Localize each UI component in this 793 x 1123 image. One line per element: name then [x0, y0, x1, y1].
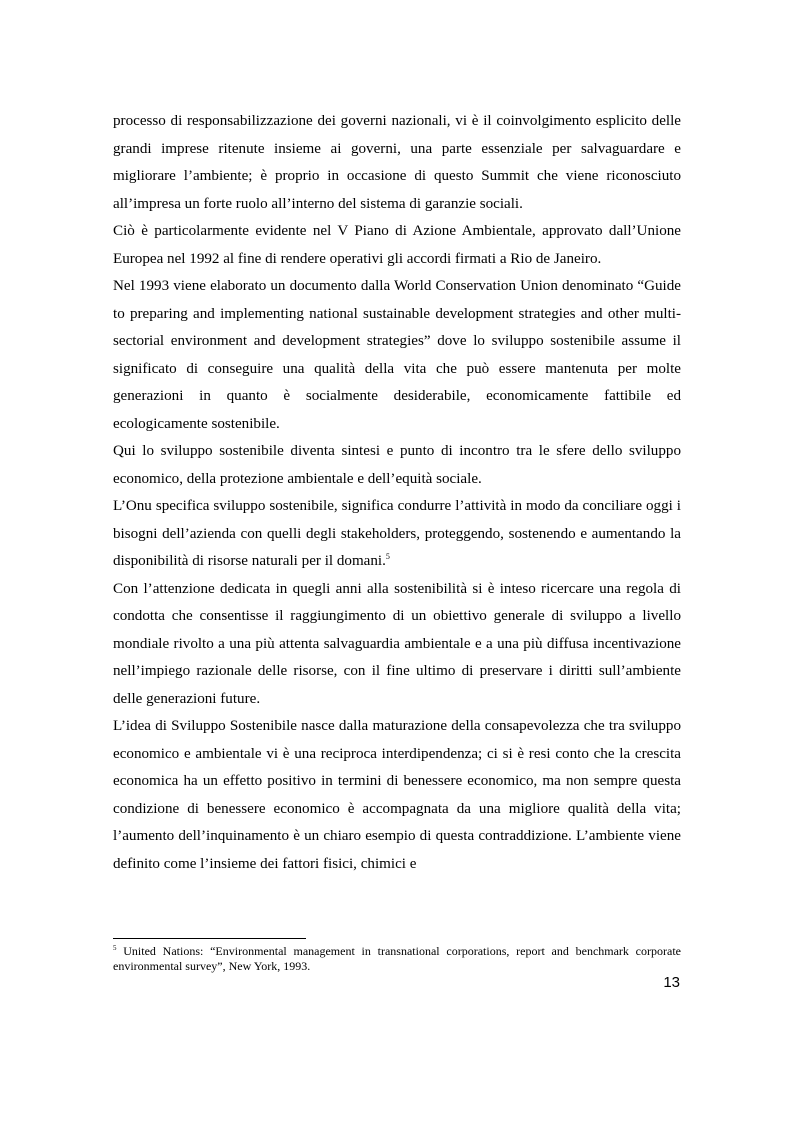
paragraph-1: processo di responsabilizzazione dei governi nazionali, vi è il coinvolgimento esplicito delle grandi imprese ritenute insieme ai governi, una parte essenziale per salvaguardare e migliorare l’ambiente; è proprio in occasione di questo Summit che viene riconosciuto all’impresa un forte ruolo all’interno del sistema di garanzie sociali. [113, 113, 681, 212]
footnote [113, 944, 681, 973]
paragraph-3: Nel 1993 viene elaborato un documento dalla World Conservation Union denominato “Guide to preparing and implementing national sustainable development strategies and other multi-sectorial environment and development strategies” dove lo sviluppo sostenibile assume il significato di conseguire una qualità della vita che può essere mantenuta per molte generazioni in quanto è socialmente desiderabile, economicamente fattibile ed ecologicamente sostenibile. [113, 278, 681, 432]
footnote-marker: 5 [113, 944, 117, 952]
paragraph-5-text: L’Onu specifica sviluppo sostenibile, significa condurre l’attività in modo da conciliare oggi i bisogni dell’azienda con quelli degli stakeholders, proteggendo, sostenendo e aumentando la disponibilità di risorse naturali per il domani. [113, 498, 681, 569]
paragraph-5 [113, 493, 681, 576]
paragraph-4: Qui lo sviluppo sostenibile diventa sintesi e punto di incontro tra le sfere dello sviluppo economico, della protezione ambientale e dell’equità sociale. [113, 443, 681, 487]
paragraph-6: Con l’attenzione dedicata in quegli anni alla sostenibilità si è inteso ricercare una regola di condotta che consentisse il raggiungimento di un obiettivo generale di sviluppo a livello mondiale rivolto a una più attenta salvaguardia ambientale e a una più diffusa incentivazione nell’impiego razionale delle risorse, con il fine ultimo di preservare i diritti sull’ambiente delle generazioni future. [113, 580, 681, 707]
footnote-separator [113, 938, 306, 939]
body-text [113, 108, 681, 878]
page-number: 13 [663, 974, 680, 991]
footnote-reference: 5 [385, 552, 390, 561]
footnote-text: United Nations: “Environmental management in transnational corporations, report and benchmark corporate environmental survey”, New York, 1993. [113, 944, 681, 973]
paragraph-7: L’idea di Sviluppo Sostenibile nasce dalla maturazione della consapevolezza che tra sviluppo economico e ambientale vi è una reciproca interdipendenza; ci si è resi conto che la crescita economica ha un effetto positivo in termini di benessere economico, ma non sempre questa condizione di benessere economico è accompagnata da una migliore qualità della vita; l’aumento dell’inquinamento è un chiaro esempio di questa contraddizione. L’ambiente viene definito come l’insieme dei fattori fisici, chimici e [113, 718, 681, 872]
paragraph-2: Ciò è particolarmente evidente nel V Piano di Azione Ambientale, approvato dall’Unione Europea nel 1992 al fine di rendere operativi gli accordi firmati a Rio de Janeiro. [113, 223, 681, 267]
